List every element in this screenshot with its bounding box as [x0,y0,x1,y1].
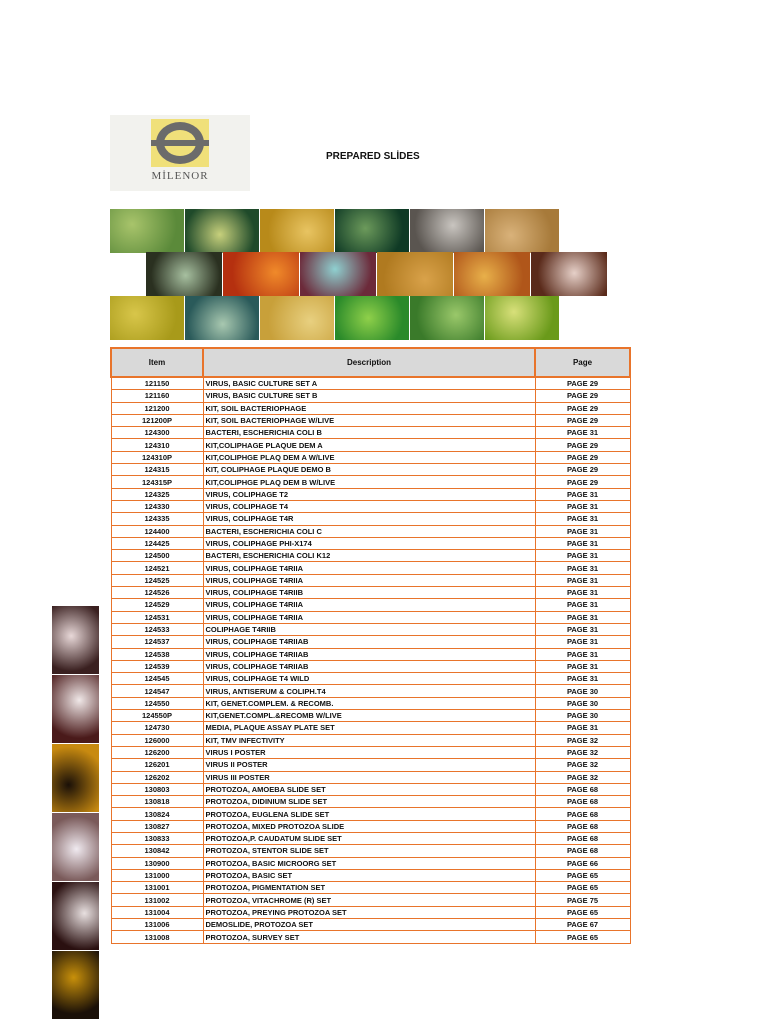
table-row [111,931,630,943]
item-number-cell: 124310 [111,439,203,451]
description-cell: KIT, SOIL BACTERIOPHAGE [203,402,535,414]
table-row [111,832,630,844]
table-row [111,599,630,611]
description-cell: VIRUS, COLIPHAGE T4RIIA [203,562,535,574]
table-row [111,636,630,648]
description-cell: VIRUS II POSTER [203,759,535,771]
item-number-cell: 121150 [111,377,203,390]
table-row [111,390,630,402]
item-number-cell: 130824 [111,808,203,820]
page-cell: PAGE 30 [535,710,630,722]
table-row [111,611,630,623]
item-number-cell: 124539 [111,660,203,672]
description-cell: BACTERI, ESCHERICHIA COLI K12 [203,550,535,562]
amber-insect-specimen [52,744,99,812]
item-number-cell: 124547 [111,685,203,697]
tan-tissue-micrograph [485,209,559,253]
item-number-cell: 124521 [111,562,203,574]
table-row [111,427,630,439]
description-cell: MEDIA, PLAQUE ASSAY PLATE SET [203,722,535,734]
table-row [111,722,630,734]
page-cell: PAGE 65 [535,931,630,943]
description-cell: VIRUS, BASIC CULTURE SET A [203,377,535,390]
page-cell: PAGE 67 [535,919,630,931]
table-row [111,550,630,562]
table-row [111,500,630,512]
description-cell: KIT, SOIL BACTERIOPHAGE W/LIVE [203,414,535,426]
item-number-cell: 124529 [111,599,203,611]
table-header-row [111,348,630,377]
header-description: Description [203,348,535,377]
table-row [111,796,630,808]
description-cell: VIRUS, COLIPHAGE T4RIIAB [203,636,535,648]
page-cell: PAGE 68 [535,820,630,832]
description-cell: PROTOZOA, BASIC MICROORG SET [203,857,535,869]
green-epidermis-micrograph [410,296,484,340]
item-number-cell: 124537 [111,636,203,648]
item-number-cell: 131008 [111,931,203,943]
table-row [111,537,630,549]
yellow-fiber-micrograph [260,296,334,340]
description-cell: PROTOZOA, PIGMENTATION SET [203,882,535,894]
description-cell: VIRUS, COLIPHAGE T4RIIA [203,574,535,586]
table-row [111,574,630,586]
description-cell: KIT,GENET.COMPL.&RECOMB W/LIVE [203,710,535,722]
page-cell: PAGE 29 [535,451,630,463]
page-cell: PAGE 31 [535,537,630,549]
item-number-cell: 124325 [111,488,203,500]
description-cell: DEMOSLIDE, PROTOZOA SET [203,919,535,931]
table-row [111,451,630,463]
table-row [111,734,630,746]
description-cell: VIRUS, BASIC CULTURE SET B [203,390,535,402]
table-row [111,869,630,881]
table-row [111,759,630,771]
page-cell: PAGE 32 [535,734,630,746]
page-cell: PAGE 31 [535,611,630,623]
item-number-cell: 124330 [111,500,203,512]
logo-brand-text: MİLENOR [151,170,209,182]
bright-green-cell-micrograph [335,296,409,340]
item-number-cell: 124525 [111,574,203,586]
table-row [111,783,630,795]
table-row [111,587,630,599]
description-cell: PROTOZOA, BASIC SET [203,869,535,881]
green-tissue-micrograph [185,209,259,253]
item-number-cell: 131004 [111,906,203,918]
header-page: Page [535,348,630,377]
description-cell: VIRUS, COLIPHAGE PHI-X174 [203,537,535,549]
insect-leg-micrograph [146,252,222,296]
page-cell: PAGE 68 [535,783,630,795]
description-cell: VIRUS, ANTISERUM & COLIPH.T4 [203,685,535,697]
item-number-cell: 131001 [111,882,203,894]
page-cell: PAGE 68 [535,796,630,808]
table-row [111,845,630,857]
description-cell: VIRUS, COLIPHAGE T4RIIA [203,599,535,611]
table-row [111,476,630,488]
item-number-cell: 130803 [111,783,203,795]
yellow-leaf-section-micrograph [110,296,184,340]
description-cell: VIRUS, COLIPHAGE T4RIIA [203,611,535,623]
flea-specimen [52,675,99,743]
table-row [111,562,630,574]
description-cell: KIT, GENET.COMPLEM. & RECOMB. [203,697,535,709]
page-cell: PAGE 31 [535,599,630,611]
description-cell: KIT, COLIPHAGE PLAQUE DEMO B [203,464,535,476]
milenor-logo [110,115,250,191]
table-row [111,525,630,537]
striped-fiber-micrograph [410,209,484,253]
description-cell: PROTOZOA, PREYING PROTOZOA SET [203,906,535,918]
table-row [111,710,630,722]
page-cell: PAGE 75 [535,894,630,906]
table-row [111,919,630,931]
page-cell: PAGE 31 [535,500,630,512]
description-cell: PROTOZOA, MIXED PROTOZOA SLIDE [203,820,535,832]
table-row [111,673,630,685]
page-cell: PAGE 29 [535,377,630,390]
page-cell: PAGE 65 [535,869,630,881]
item-number-cell: 124335 [111,513,203,525]
table-row [111,623,630,635]
yellow-cell-micrograph [260,209,334,253]
page-cell: PAGE 31 [535,623,630,635]
page-cell: PAGE 30 [535,685,630,697]
item-number-cell: 124300 [111,427,203,439]
page-cell: PAGE 31 [535,550,630,562]
item-number-cell: 126201 [111,759,203,771]
description-cell: PROTOZOA, EUGLENA SLIDE SET [203,808,535,820]
page-cell: PAGE 32 [535,771,630,783]
item-number-cell: 124425 [111,537,203,549]
description-cell: BACTERI, ESCHERICHIA COLI C [203,525,535,537]
description-cell: PROTOZOA, VITACHROME (R) SET [203,894,535,906]
page-cell: PAGE 31 [535,562,630,574]
item-number-cell: 124538 [111,648,203,660]
description-cell: BACTERI, ESCHERICHIA COLI B [203,427,535,439]
tick-specimen [52,882,99,950]
description-cell: KIT, TMV INFECTIVITY [203,734,535,746]
item-number-cell: 121200P [111,414,203,426]
description-cell: VIRUS, COLIPHAGE T2 [203,488,535,500]
table-row [111,377,630,390]
item-number-cell: 124531 [111,611,203,623]
page-cell: PAGE 66 [535,857,630,869]
table-row [111,464,630,476]
description-cell: PROTOZOA, DIDINIUM SLIDE SET [203,796,535,808]
prepared-slides-table [110,347,631,944]
table-row [111,808,630,820]
item-number-cell: 124730 [111,722,203,734]
translucent-larva-specimen [52,813,99,881]
item-number-cell: 130833 [111,832,203,844]
item-number-cell: 124545 [111,673,203,685]
beetle-specimen [52,606,99,674]
red-orange-organ-micrograph [223,252,299,296]
table-row [111,513,630,525]
page-cell: PAGE 32 [535,759,630,771]
item-number-cell: 131006 [111,919,203,931]
table-row [111,488,630,500]
table-row [111,402,630,414]
page-cell: PAGE 31 [535,636,630,648]
item-number-cell: 131000 [111,869,203,881]
item-number-cell: 124526 [111,587,203,599]
item-number-cell: 124533 [111,623,203,635]
item-number-cell: 126200 [111,746,203,758]
dark-green-cell-micrograph [335,209,409,253]
table-row [111,906,630,918]
item-number-cell: 124550P [111,710,203,722]
mite-micrograph [531,252,607,296]
description-cell: PROTOZOA,P. CAUDATUM SLIDE SET [203,832,535,844]
page-cell: PAGE 31 [535,648,630,660]
page-cell: PAGE 30 [535,697,630,709]
page-cell: PAGE 31 [535,427,630,439]
page-cell: PAGE 31 [535,660,630,672]
table-row [111,746,630,758]
item-number-cell: 121160 [111,390,203,402]
item-number-cell: 130827 [111,820,203,832]
description-cell: KIT,COLIPHGE PLAQ DEM A W/LIVE [203,451,535,463]
description-cell: PROTOZOA, STENTOR SLIDE SET [203,845,535,857]
item-number-cell: 124500 [111,550,203,562]
green-algae-micrograph [485,296,559,340]
item-number-cell: 130818 [111,796,203,808]
table-row [111,439,630,451]
page-cell: PAGE 31 [535,513,630,525]
logo-emblem-icon [151,119,209,167]
table-row [111,660,630,672]
page-cell: PAGE 31 [535,587,630,599]
description-cell: VIRUS, COLIPHAGE T4R [203,513,535,525]
proboscis-micrograph [300,252,376,296]
page-title: PREPARED SLİDES [326,151,420,162]
item-number-cell: 126202 [111,771,203,783]
page-cell: PAGE 68 [535,832,630,844]
table-row [111,820,630,832]
table-row [111,648,630,660]
description-cell: VIRUS, COLIPHAGE T4 WILD [203,673,535,685]
orange-wing-micrograph [454,252,530,296]
teal-stem-section-micrograph [185,296,259,340]
description-cell: COLIPHAGE T4RIIB [203,623,535,635]
item-number-cell: 124310P [111,451,203,463]
description-cell: VIRUS, COLIPHAGE T4RIIB [203,587,535,599]
item-number-cell: 124315P [111,476,203,488]
table-row [111,882,630,894]
page-cell: PAGE 29 [535,390,630,402]
page-cell: PAGE 31 [535,673,630,685]
header-item: Item [111,348,203,377]
page-cell: PAGE 29 [535,476,630,488]
table-row [111,697,630,709]
item-number-cell: 124400 [111,525,203,537]
description-cell: VIRUS, COLIPHAGE T4RIIAB [203,648,535,660]
table-row [111,857,630,869]
page-cell: PAGE 31 [535,488,630,500]
page-cell: PAGE 31 [535,574,630,586]
item-number-cell: 130842 [111,845,203,857]
description-cell: PROTOZOA, AMOEBA SLIDE SET [203,783,535,795]
page-cell: PAGE 29 [535,402,630,414]
item-number-cell: 131002 [111,894,203,906]
page-cell: PAGE 29 [535,414,630,426]
item-number-cell: 130900 [111,857,203,869]
item-number-cell: 121200 [111,402,203,414]
page-cell: PAGE 31 [535,722,630,734]
description-cell: VIRUS, COLIPHAGE T4RIIAB [203,660,535,672]
table-row [111,685,630,697]
item-number-cell: 126000 [111,734,203,746]
description-cell: VIRUS III POSTER [203,771,535,783]
amber-tissue-micrograph [377,252,453,296]
item-number-cell: 124315 [111,464,203,476]
description-cell: PROTOZOA, SURVEY SET [203,931,535,943]
page-cell: PAGE 29 [535,464,630,476]
item-number-cell: 124550 [111,697,203,709]
table-row [111,771,630,783]
page-cell: PAGE 31 [535,525,630,537]
page-cell: PAGE 65 [535,906,630,918]
table-row [111,894,630,906]
description-cell: VIRUS, COLIPHAGE T4 [203,500,535,512]
page-cell: PAGE 32 [535,746,630,758]
description-cell: KIT,COLIPHAGE PLAQUE DEM A [203,439,535,451]
amber-spider-specimen [52,951,99,1019]
page-cell: PAGE 68 [535,845,630,857]
green-bacteria-micrograph [110,209,184,253]
page-cell: PAGE 65 [535,882,630,894]
description-cell: KIT,COLIPHGE PLAQ DEM B W/LIVE [203,476,535,488]
page-cell: PAGE 68 [535,808,630,820]
description-cell: VIRUS I POSTER [203,746,535,758]
page-cell: PAGE 29 [535,439,630,451]
table-row [111,414,630,426]
